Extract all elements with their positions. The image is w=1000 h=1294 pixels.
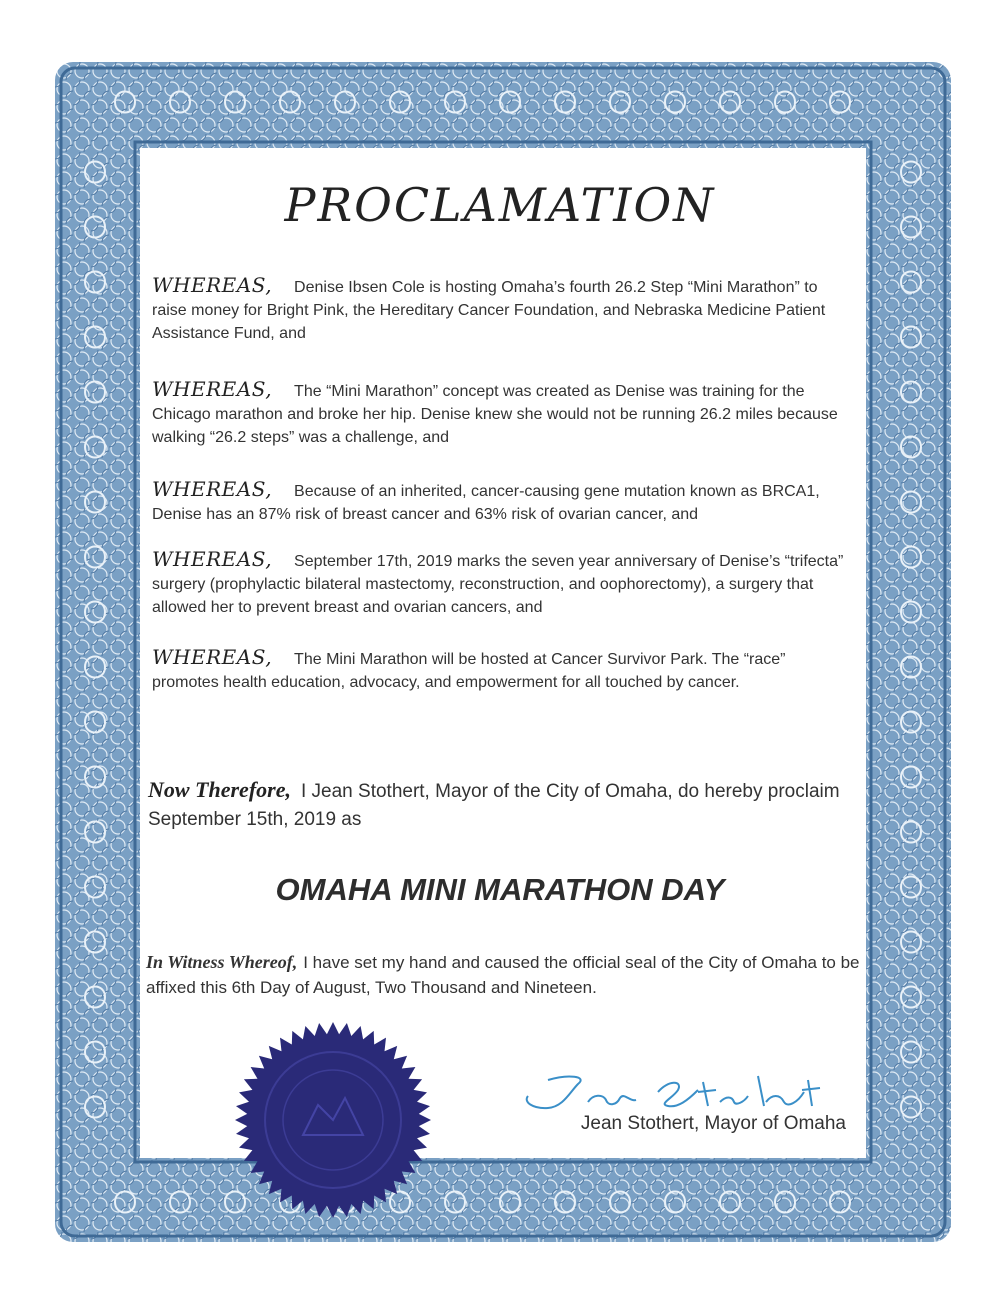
proclaimed-day: OMAHA MINI MARATHON DAY: [275, 872, 725, 907]
whereas-text: September 17th, 2019 marks the seven year anniversary of Denise’s “trifecta” surgery (prophylactic bilateral mastectomy, reconstruction, and oophorectomy), a surgery that allowed her to prevent breast and ovarian cancers, and: [152, 553, 844, 616]
whereas-paragraph-2: [152, 378, 852, 449]
whereas-paragraph-1: [152, 274, 852, 345]
whereas-text: Denise Ibsen Cole is hosting Omaha’s fourth 26.2 Step “Mini Marathon” to raise money for Bright Pink, the Hereditary Cancer Foundation, and Nebraska Medicine Patient Assistance Fund, and: [152, 279, 826, 342]
whereas-paragraph-4: [152, 548, 852, 619]
therefore-text: I Jean Stothert, Mayor of the City of Omaha, do hereby proclaim September 15th, 2019 as: [148, 781, 840, 830]
witness-lead: In Witness Whereof,: [146, 952, 298, 972]
whereas-text: The “Mini Marathon” concept was created as Denise was training for the Chicago marathon and broke her hip. Denise knew she would not be running 26.2 miles because walking “26.2 steps” was a challenge, and: [152, 383, 838, 446]
witness-text: I have set my hand and caused the official seal of the City of Omaha to be affixed this 6th Day of August, Two Thousand and Nineteen.: [146, 953, 860, 997]
whereas-text: The Mini Marathon will be hosted at Cancer Survivor Park. The “race” promotes health education, advocacy, and empowerment for all touched by cancer.: [152, 651, 786, 691]
whereas-paragraph-5: [152, 646, 852, 694]
therefore-lead: Now Therefore,: [148, 777, 291, 802]
whereas-paragraph-3: [152, 478, 852, 526]
witness-paragraph: [146, 950, 866, 1000]
whereas-lead: WHEREAS,: [152, 377, 273, 401]
whereas-lead: WHEREAS,: [152, 645, 273, 669]
signature-line: Jean Stothert, Mayor of Omaha: [580, 1113, 846, 1134]
whereas-lead: WHEREAS,: [152, 273, 273, 297]
whereas-lead: WHEREAS,: [152, 477, 273, 501]
therefore-paragraph: [148, 776, 853, 834]
whereas-text: Because of an inherited, cancer-causing gene mutation known as BRCA1, Denise has an 87% risk of breast cancer and 63% risk of ovarian cancer, and: [152, 483, 820, 523]
page-title: PROCLAMATION: [284, 178, 716, 232]
whereas-lead: WHEREAS,: [152, 547, 273, 571]
